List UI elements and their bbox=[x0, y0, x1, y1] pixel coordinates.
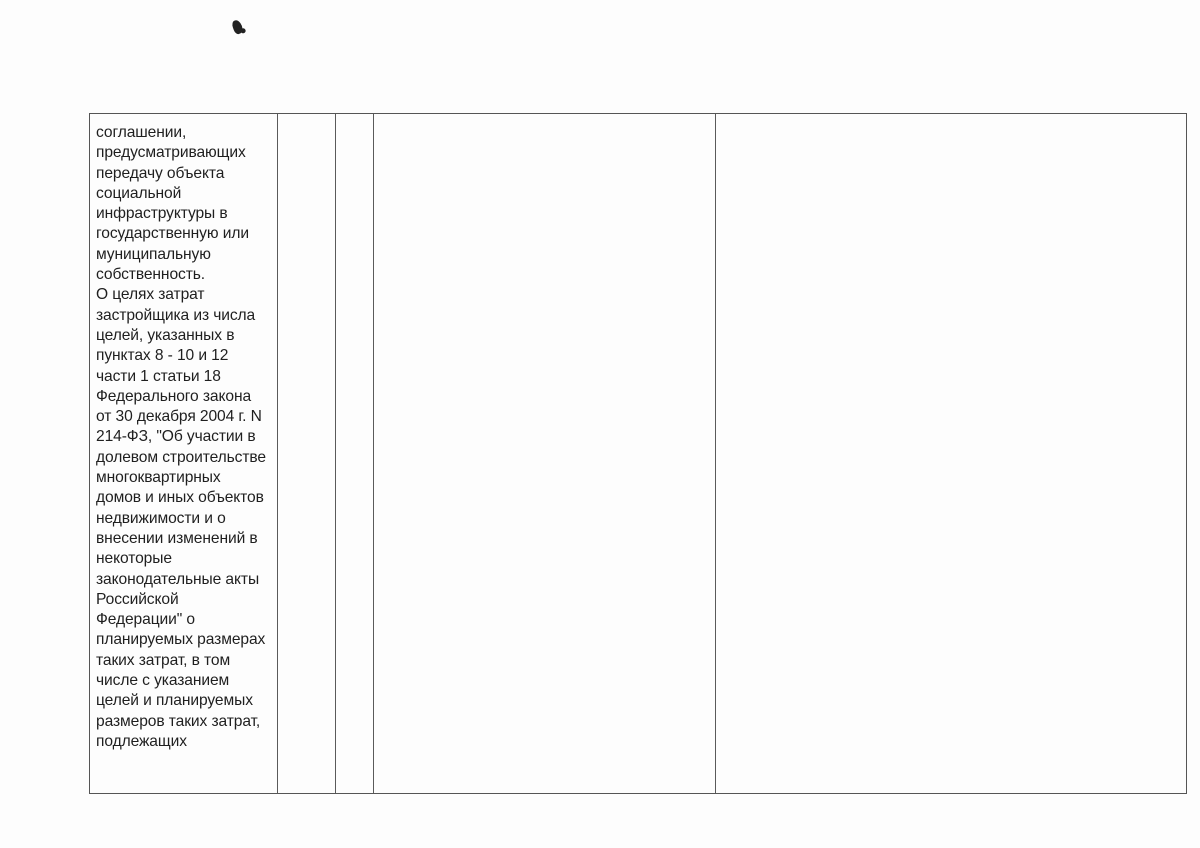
cell-line: размеров таких затрат, bbox=[96, 712, 261, 730]
cell-line: соглашении, bbox=[96, 124, 187, 141]
cell-line: внесении изменений в bbox=[96, 529, 258, 547]
cell-line: собственность. bbox=[96, 266, 206, 284]
cell-line: таких затрат, в том bbox=[96, 651, 231, 669]
cell-line: 214-ФЗ, "Об участии в bbox=[96, 428, 256, 446]
cell-line: многоквартирных bbox=[96, 469, 221, 487]
cell-line: предусматривающих bbox=[96, 144, 246, 162]
cell-line: недвижимости и о bbox=[96, 509, 226, 527]
cell-line: целей и планируемых bbox=[96, 692, 253, 710]
cell-line: числе с указанием bbox=[96, 672, 230, 690]
cell-line: законодательные акты bbox=[96, 570, 260, 588]
column-divider-3 bbox=[373, 114, 374, 793]
cell-line: Федерации" о bbox=[96, 611, 195, 629]
cell-line: от 30 декабря 2004 г. N bbox=[96, 408, 262, 426]
cell-line: государственную или bbox=[96, 225, 249, 243]
cell-line: пунктах 8 - 10 и 12 bbox=[96, 347, 229, 365]
column-divider-4 bbox=[715, 114, 716, 793]
cell-line: инфраструктуры в bbox=[96, 205, 228, 223]
cell-line: передачу объекта bbox=[96, 164, 225, 182]
table-cell-description bbox=[96, 123, 281, 752]
document-table bbox=[89, 113, 1187, 794]
cell-line: социальной bbox=[96, 184, 182, 202]
cell-line: домов и иных объектов bbox=[96, 489, 264, 507]
scan-speck bbox=[231, 19, 244, 35]
cell-line: застройщика из числа bbox=[96, 306, 256, 324]
cell-line: некоторые bbox=[96, 550, 172, 568]
cell-line: подлежащих bbox=[96, 732, 187, 750]
cell-line: долевом строительстве bbox=[96, 448, 266, 466]
cell-line: муниципальную bbox=[96, 245, 211, 263]
cell-line: части 1 статьи 18 bbox=[96, 367, 221, 385]
cell-line: планируемых размерах bbox=[96, 631, 266, 649]
cell-line: О целях затрат bbox=[96, 286, 205, 304]
cell-line: Российской bbox=[96, 590, 179, 608]
column-divider-2 bbox=[335, 114, 336, 793]
cell-line: Федерального закона bbox=[96, 387, 252, 405]
cell-line: целей, указанных в bbox=[96, 326, 235, 344]
